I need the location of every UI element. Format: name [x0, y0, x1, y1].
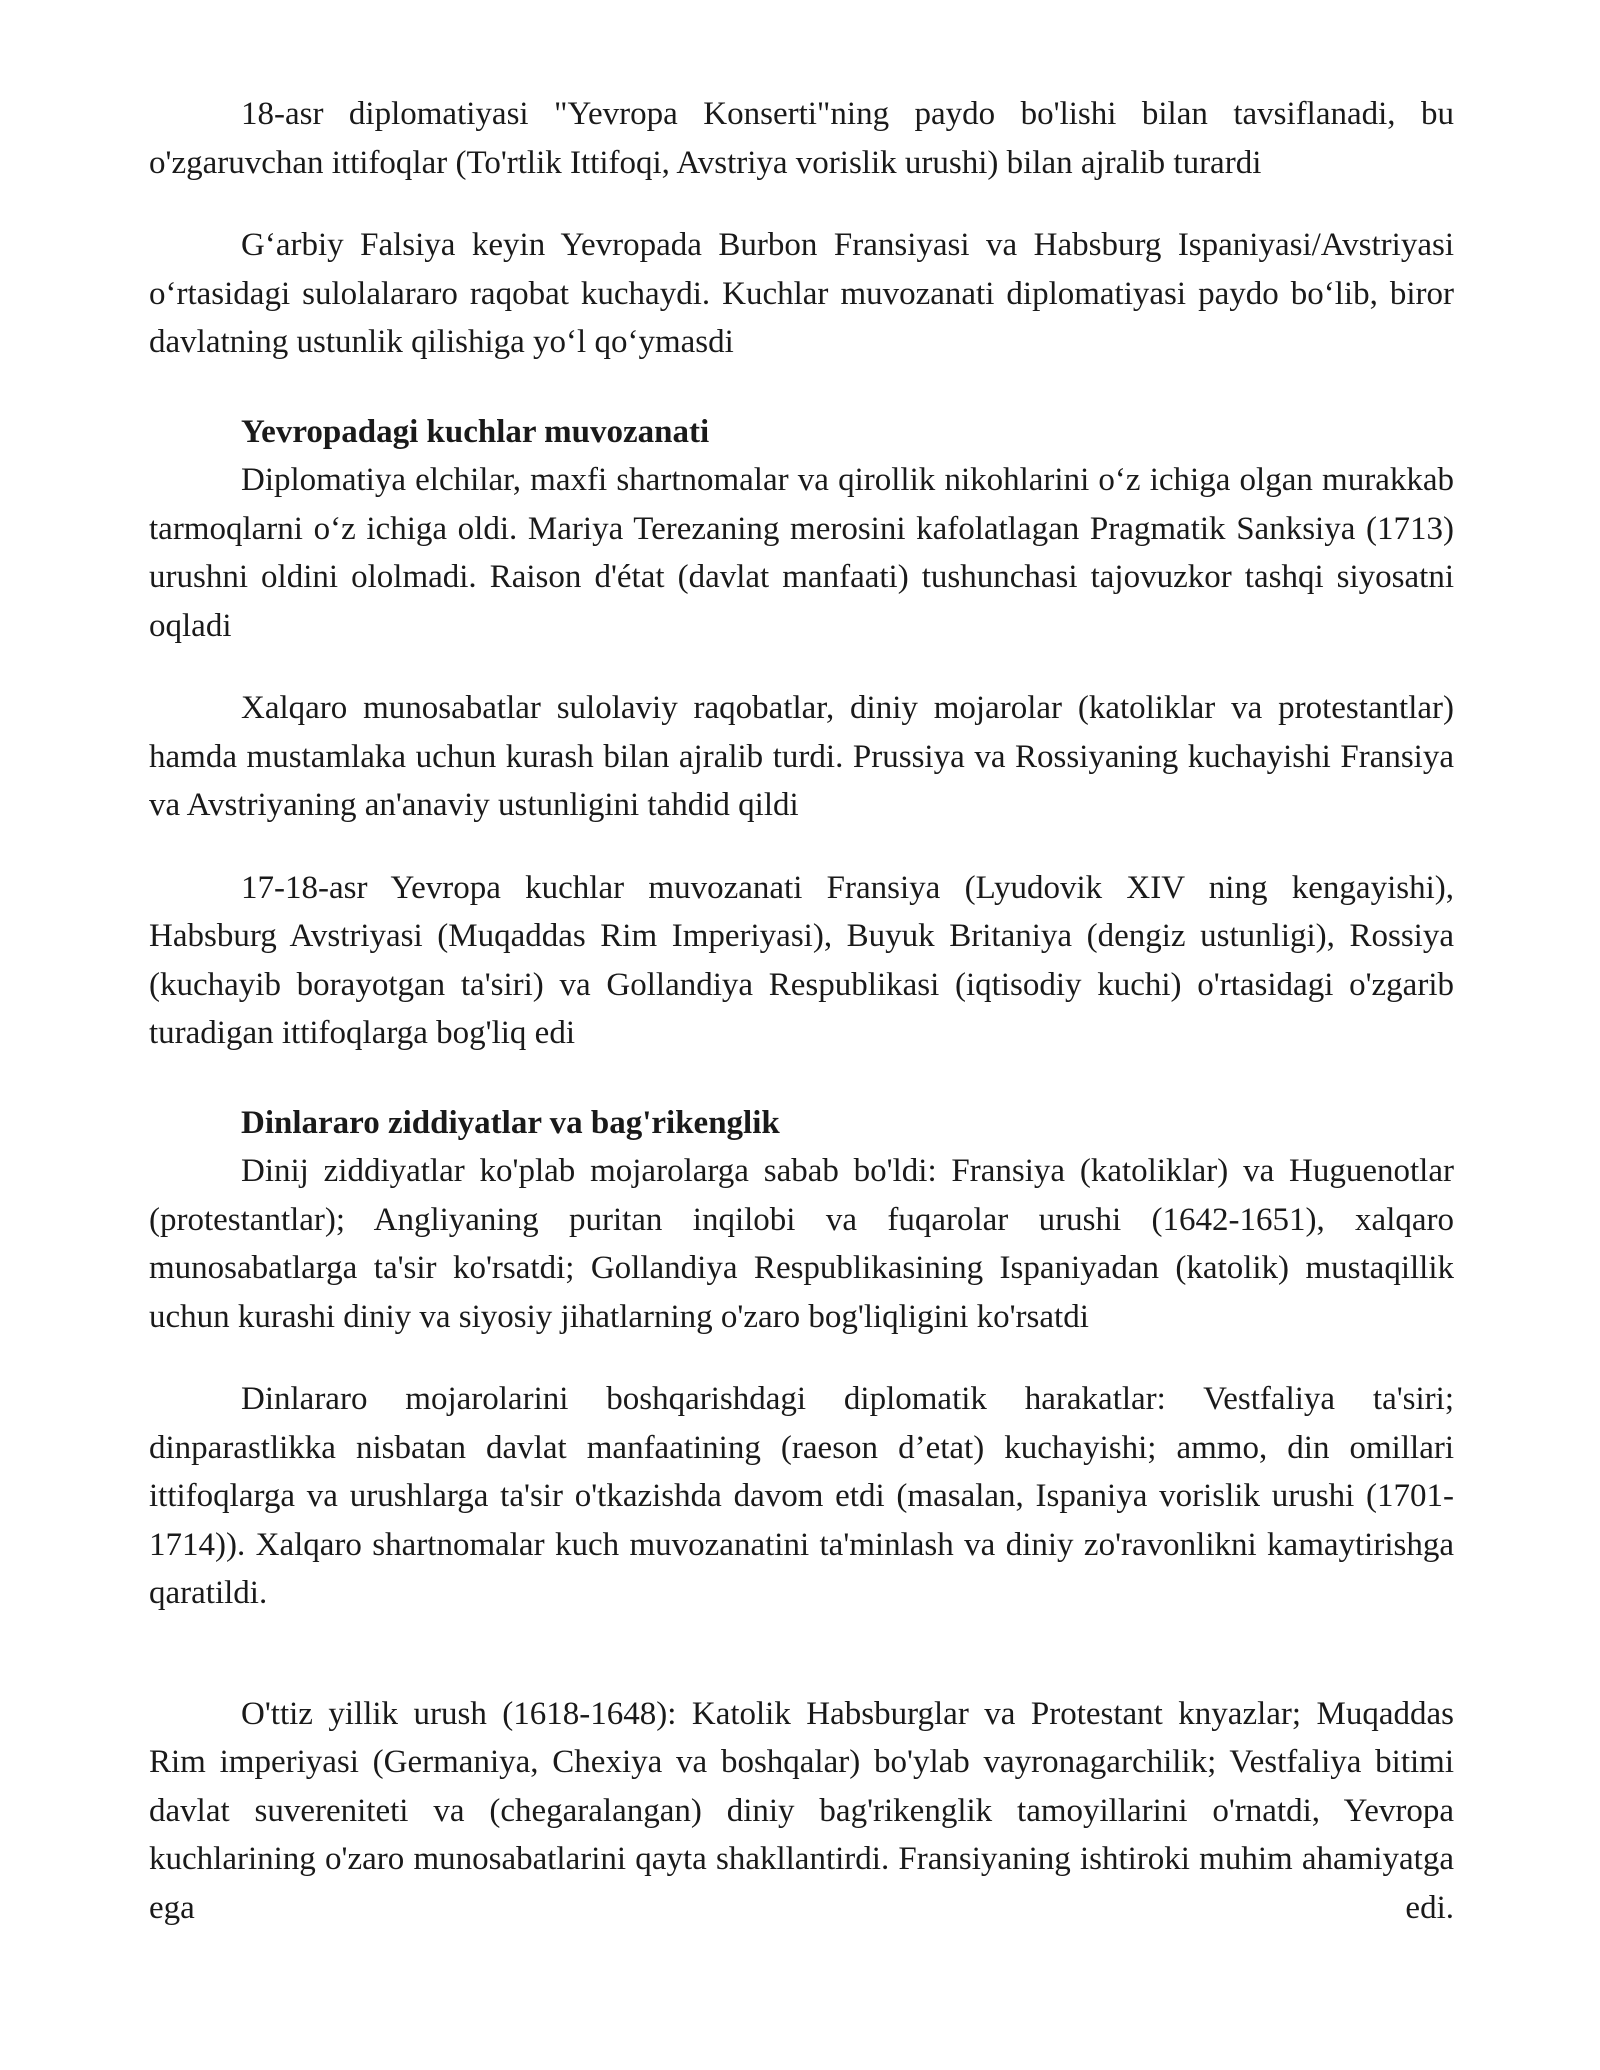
paragraph-religious-conflicts: Dinij ziddiyatlar ko'plab mojarolarga sabab bo'ldi: Fransiya (katoliklar) va Huguenotlar (protestantlar); Angliyaning puritan inqilobi va fuqarolar urushi (1642-1651), xalqaro munosabatlarga ta'sir ko'rsatdi; Gollandiya Respublikasining Ispaniyadan (katolik) mustaqillik uchun kurashi diniy va siyosiy jihatlarning o'zaro bog'liqligini ko'rsatdi — [149, 1153, 1454, 1335]
heading-religious-conflicts: Dinlararo ziddiyatlar va bag'rikenglik — [241, 1104, 780, 1141]
paragraph-thirty-years-war: O'ttiz yillik urush (1618-1648): Katolik Habsburglar va Protestant knyazlar; Muqaddas Rim imperiyasi (Germaniya, Chexiya va boshqalar) bo'ylab vayronagarchilik; Vestfaliya bitimi davlat suvereniteti va (chegaralangan) diniy bag'rikenglik tamoyillarini o'rnatdi, Yevropa kuchlarining o'zaro munosabatlarini qayta shakllantirdi. Fransiyaning ishtiroki muhim ahamiyatga ega edi. — [149, 1695, 1454, 1926]
paragraph-dynastic-rivalry: G‘arbiy Falsiya keyin Yevropada Burbon Fransiyasi va Habsburg Ispaniyasi/Avstriyasi o‘rtasidagi sulolalararo raqobat kuchaydi. Kuchlar muvozanati diplomatiyasi paydo bo‘lib, biror davlatning ustunlik qilishiga yo‘l qo‘ymasdi — [149, 227, 1454, 360]
heading-balance-of-power: Yevropadagi kuchlar muvozanati — [241, 413, 710, 450]
paragraph-diplomacy-networks: Diplomatiya elchilar, maxfi shartnomalar va qirollik nikohlarini o‘z ichiga olgan murakkab tarmoqlarni o‘z ichiga oldi. Mariya Terezaning merosini kafolatlagan Pragmatik Sanksiya (1713) urushni oldini ololmadi. Raison d'état (davlat manfaati) tushunchasi tajovuzkor tashqi siyosatni oqladi — [149, 462, 1454, 644]
paragraph-european-concert: 18-asr diplomatiyasi "Yevropa Konserti"ning paydo bo'lishi bilan tavsiflanadi, bu o'zgaruvchan ittifoqlar (To'rtlik Ittifoqi, Avstriya vorislik urushi) bilan ajralib turardi — [149, 96, 1454, 181]
paragraph-international-relations: Xalqaro munosabatlar sulolaviy raqobatlar, diniy mojarolar (katoliklar va protestantlar) hamda mustamlaka uchun kurash bilan ajralib turdi. Prussiya va Rossiyaning kuchayishi Fransiya va Avstriyaning an'anaviy ustunligini tahdid qildi — [149, 690, 1454, 823]
paragraph-diplomatic-efforts: Dinlararo mojarolarini boshqarishdagi diplomatik harakatlar: Vestfaliya ta'siri; dinparastlikka nisbatan davlat manfaatining (raeson d’etat) kuchayishi; ammo, din omillari ittifoqlarga va urushlarga ta'sir o'tkazishda davom etdi (masalan, Ispaniya vorislik urushi (1701-1714)). Xalqaro shartnomalar kuch muvozanatini ta'minlash va diniy zo'ravonlikni kamaytirishga qaratildi. — [149, 1381, 1454, 1611]
document-page — [149, 90, 1454, 1932]
paragraph-power-balance-alliances: 17-18-asr Yevropa kuchlar muvozanati Fransiya (Lyudovik XIV ning kengayishi), Habsburg Avstriyasi (Muqaddas Rim Imperiyasi), Buyuk Britaniya (dengiz ustunligi), Rossiya (kuchayib borayotgan ta'siri) va Gollandiya Respublikasi (iqtisodiy kuchi) o'rtasidagi o'zgarib turadigan ittifoqlarga bog'liq edi — [149, 869, 1454, 1051]
